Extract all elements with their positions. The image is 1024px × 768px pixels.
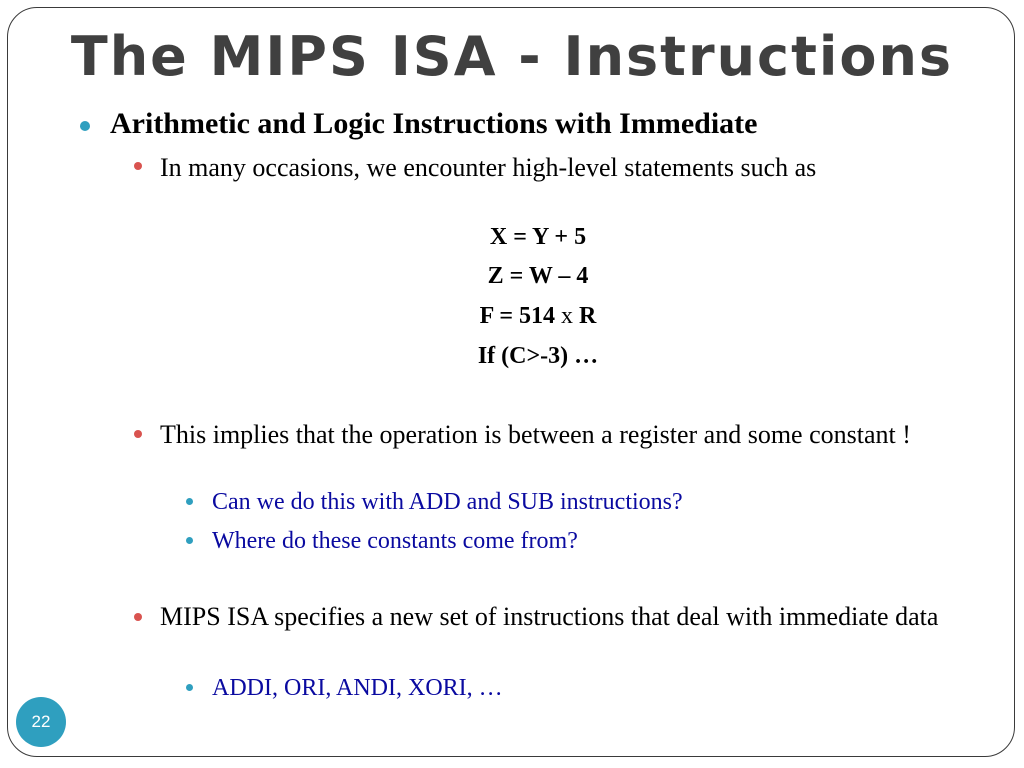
equation-f-left: F = 514 (479, 303, 556, 329)
equation-f (0, 300, 1024, 332)
subpoint-add-sub: Can we do this with ADD and SUB instructions? (212, 489, 683, 515)
equation-z: Z = W – 4 (487, 263, 589, 289)
bullet-icon (186, 537, 193, 544)
equation-f-right: R (579, 303, 597, 329)
point-mips-immediate: MIPS ISA specifies a new set of instructions that deal with immediate data (160, 602, 939, 631)
slide-title: The MIPS ISA - Instructions (70, 25, 954, 88)
bullet-icon (134, 613, 142, 621)
section-heading: Arithmetic and Logic Instructions with Immediate (110, 107, 758, 140)
equation-if: If (C>-3) … (477, 343, 599, 369)
page-number-badge: 22 (16, 697, 66, 747)
subpoint-immediate-instructions: ADDI, ORI, ANDI, XORI, … (212, 675, 503, 701)
subpoint-constants-origin: Where do these constants come from? (212, 528, 578, 554)
bullet-icon (186, 498, 193, 505)
equation-x: X = Y + 5 (489, 224, 587, 250)
bullet-icon (186, 684, 193, 691)
bullet-icon (134, 162, 142, 170)
equation-f-operator: x (561, 303, 574, 329)
bullet-icon (80, 121, 90, 131)
bullet-icon (134, 430, 142, 438)
point-register-constant: This implies that the operation is between a register and some constant ! (160, 420, 911, 449)
point-in-many-occasions: In many occasions, we encounter high-level statements such as (160, 153, 817, 182)
